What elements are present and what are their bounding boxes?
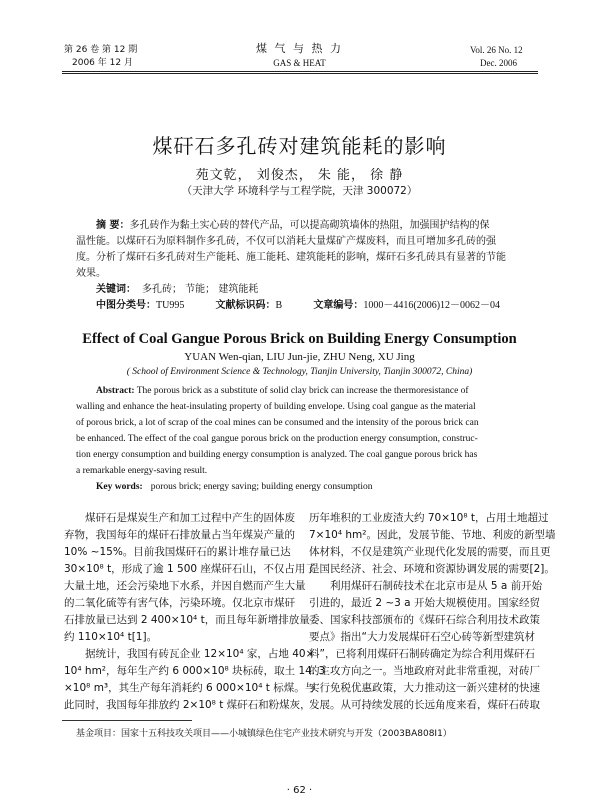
keywords-en-label: Key words: [96,482,143,492]
abstract-cn [76,218,524,282]
abstract-cn-line: 度。分析了煤矸石多孔砖对生产能耗、施工能耗、建筑能耗的影响，煤矸石多孔砖具有显著的节能 [76,252,506,263]
keywords-cn-text: 多孔砖； 节能； 建筑能耗 [142,284,259,295]
body-line: 煤矸石是煤炭生产和加工过程中产生的固体废 [85,512,295,524]
page-number: · 62 · [286,785,313,796]
affiliation-en: ( School of Environment Science & Technology, Tianjin University, Tianjin 300072, China) [126,367,473,377]
body-line: 的主攻方向之一。当地政府对此非常重视，对砖厂 [309,665,540,677]
header-date-en: Dec. 2006 [480,58,517,68]
body-line: 的二氧化硫等有害气体，污染环境。仅北京市煤矸 [64,597,295,609]
body-line: 据统计，我国有砖瓦企业 12×10⁴ 家，占地 40× [85,648,315,660]
body-right-column [309,510,556,714]
funding-footnote: 基金项目：国家十五科技攻关项目——小城镇绿色住宅产业技术研究与开发（2003BA808I1） [76,729,452,739]
body-line: 7×10⁴ hm²。因此，发展节能、节地、利废的新型墙 [309,529,556,541]
body-line: 10⁴ hm²，每年生产约 6 000×10⁸ 块标砖，取土 14. 3 [64,665,326,677]
keywords-cn-label: 关键词： [96,284,136,295]
header-rule-double [62,73,538,74]
abstract-en-line: of porous brick, a lot of scrap of the coal mines can be consumed and the intensity of the porous brick can [76,418,479,428]
body-line: 弃物，我国每年的煤矸石排放量占当年煤炭产量的 [64,529,295,541]
body-line: 历年堆积的工业废渣大约 70×10⁸ t，占用土地超过 [309,512,549,524]
body-line: 大量土地，还会污染地下水系，并因自燃而产生大量 [64,580,306,592]
doc-code: B [275,300,283,311]
abstract-en-line: a remarkable energy-saving result. [76,466,208,476]
abstract-en-line: walling and enhance the heat-insulating property of building envelope. Using coal gangue as the material [76,402,476,412]
header-volume-en: Vol. 26 No. 12 [470,45,523,55]
body-line: 发展。从可持续发展的长远角度来看，煤矸石砖取 [309,699,540,711]
header-rule [62,71,538,72]
journal-name-en: GAS & HEAT [273,58,326,68]
paper-title-en: Effect of Coal Gangue Porous Brick on Building Energy Consumption [82,331,517,347]
keywords-en [96,479,373,495]
body-left-column [64,510,326,714]
body-line: 10% ~15%。目前我国煤矸石的累计堆存量已达 [64,546,291,558]
body-line: 石排放量已达到 2 400×10⁴ t，而且每年新增排放量 [64,614,310,626]
header-date: 2006 年 12 月 [72,58,133,68]
affiliation-cn: （天津大学 环境科学与工程学院，天津 300072） [181,185,418,197]
body-line: ×10⁸ m³，其生产每年消耗约 6 000×10⁴ t 标煤。与 [64,682,316,694]
body-line: 体材料，不仅是建筑产业现代化发展的需要，而且更 [309,546,551,558]
classification-line: 中图分类号：TU995 文献标识码：B 文章编号：1000－4416(2006)12－0062－04 [96,300,501,311]
abstract-en-line: Abstract: The porous brick as a substitute of solid clay brick can increase the thermoresistance of [96,386,469,396]
body-line: 委、国家科技部颁布的《煤矸石综合利用技术政策 [309,614,540,626]
body-line: 实行免税优惠政策，大力推动这一新兴建材的快速 [309,682,540,694]
footnote-rule [62,720,192,721]
authors-cn: 苑文乾， 刘俊杰， 朱 能， 徐 静 [195,168,404,183]
paper-title-cn: 煤矸石多孔砖对建筑能耗的影响 [152,134,447,158]
body-line: 引进的，最近 2 ~3 a 开始大规模使用。国家经贸 [309,597,540,609]
body-line: 是国民经济、社会、环境和资源协调发展的需要[2]。 [309,563,555,575]
abstract-en-line: tion energy consumption and building energy consumption is analyzed. The coal gangue porous brick has [76,450,478,460]
keywords-en-text: porous brick; energy saving; building energy consumption [150,482,373,492]
article-number: 1000－4416(2006)12－0062－04 [363,300,501,311]
abstract-en [76,383,524,479]
body-line: 料”，已将利用煤矸石制砖确定为综合利用煤矸石 [309,648,535,660]
body-line: 约 110×10⁴ t[1]。 [64,631,158,643]
body-line: 此同时，我国每年排放约 2×10⁸ t 煤矸石和粉煤灰， [64,699,311,711]
abstract-cn-line: 温性能。以煤矸石为原料制作多孔砖，不仅可以消耗大量煤矿产煤废料，而且可增加多孔砖的强 [76,236,496,247]
keywords-cn [96,282,258,298]
abstract-en-line: be enhanced. The effect of the coal gangue porous brick on the production energy consumption, construc- [76,434,478,444]
abstract-cn-line: 效果。 [76,268,106,279]
abstract-cn-line: 摘 要：多孔砖作为黏土实心砖的替代产品，可以提高砌筑墙体的热阻，加强围护结构的保 [96,220,490,231]
journal-name: 煤 气 与 热 力 [256,42,343,55]
abstract-cn-label: 摘 要： [96,220,130,231]
header-volume: 第 26 卷 第 12 期 [64,45,138,55]
abstract-en-label: Abstract: [96,386,135,396]
body-line: 要点》指出“大力发展煤矸石空心砖等新型建筑材 [309,631,535,643]
authors-en: YUAN Wen-qian, LIU Jun-jie, ZHU Neng, XU Jing [184,351,415,363]
clc-number: TU995 [156,300,185,311]
body-line: 利用煤矸石制砖技术在北京市是从 5 a 前开始 [330,580,543,592]
body-line: 30×10⁸ t，形成了逾 1 500 座煤矸石山，不仅占用了 [64,563,316,575]
